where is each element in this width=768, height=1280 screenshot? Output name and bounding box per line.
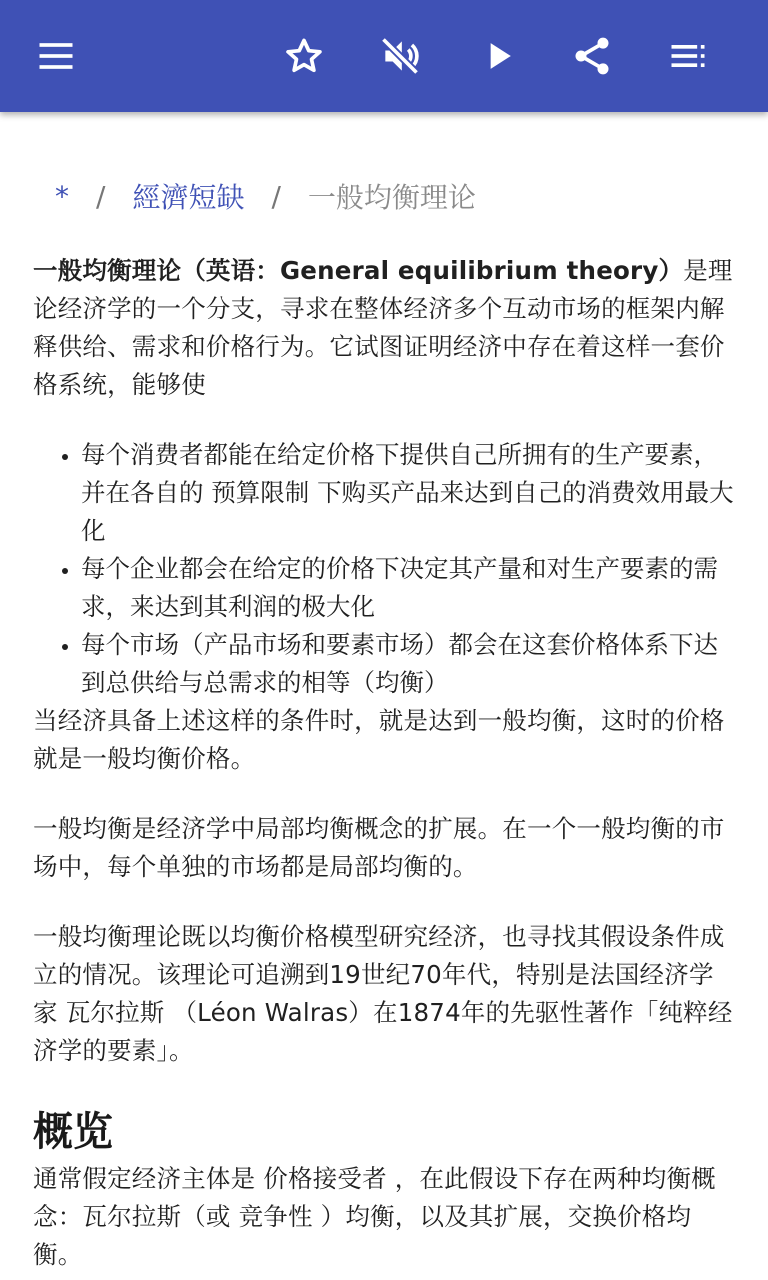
- app-toolbar: [0, 0, 768, 112]
- overview-paragraph: 通常假定经济主体是 价格接受者 ，在此假设下存在两种均衡概念：瓦尔拉斯（或 竞争性 ）均衡，以及其扩展，交换价格均衡。: [33, 1164, 716, 1269]
- share-button[interactable]: [564, 28, 620, 84]
- volume-off-icon: [378, 34, 422, 78]
- breadcrumb-parent[interactable]: 經濟短缺: [132, 181, 245, 214]
- play-button[interactable]: [470, 28, 526, 84]
- intro-term: 一般均衡理论（英语：General equilibrium theory）: [33, 256, 684, 285]
- contents-button[interactable]: [660, 28, 716, 84]
- breadcrumb-separator: /: [271, 179, 281, 213]
- conclusion-paragraph: 当经济具备上述这样的条件时，就是达到一般均衡，这时的价格就是一般均衡价格。: [33, 706, 725, 773]
- list-item: • 每个消费者都能在给定价格下提供自己所拥有的生产要素，并在各自的 预算限制 下购买产品来达到自己的消费效用最大化: [81, 436, 735, 550]
- share-icon: [570, 34, 614, 78]
- list-item: • 每个企业都会在给定的价格下决定其产量和对生产要素的需求，来达到其利润的极大化: [81, 550, 735, 626]
- section-heading: 概览: [33, 1109, 113, 1155]
- mute-button[interactable]: [372, 28, 428, 84]
- article-content: [33, 112, 735, 1274]
- menu-button[interactable]: [28, 28, 84, 84]
- list-item: • 每个市场（产品市场和要素市场）都会在这套价格体系下达到总供给与总需求的相等（均衡）: [81, 626, 735, 702]
- list-icon: [666, 34, 710, 78]
- star-icon: [282, 34, 326, 78]
- breadcrumb-root[interactable]: *: [55, 179, 69, 213]
- paragraph-partial-equilibrium: 一般均衡是经济学中局部均衡概念的扩展。在一个一般均衡的市场中，每个单独的市场都是局部均衡的。: [33, 814, 725, 881]
- menu-icon: [34, 34, 78, 78]
- breadcrumb-separator: /: [96, 179, 106, 213]
- intro-text: 是理论经济学的一个分支，寻求在整体经济多个互动市场的框架内解释供给、需求和价格行为。它试图证明经济中存在着这样一套价格系统，能够使: [33, 256, 733, 399]
- breadcrumb: [33, 176, 735, 216]
- favorite-button[interactable]: [276, 28, 332, 84]
- intro-paragraph: [33, 252, 735, 404]
- play-icon: [476, 34, 520, 78]
- conditions-list: [33, 436, 735, 702]
- breadcrumb-current: 一般均衡理论: [307, 181, 476, 214]
- paragraph-history: 一般均衡理论既以均衡价格模型研究经济，也寻找其假设条件成立的情况。该理论可追溯到19世纪70年代，特别是法国经济学家 瓦尔拉斯 （Léon Walras）在1874年的先驱性著作「纯粹经济学的要素」。: [33, 922, 733, 1065]
